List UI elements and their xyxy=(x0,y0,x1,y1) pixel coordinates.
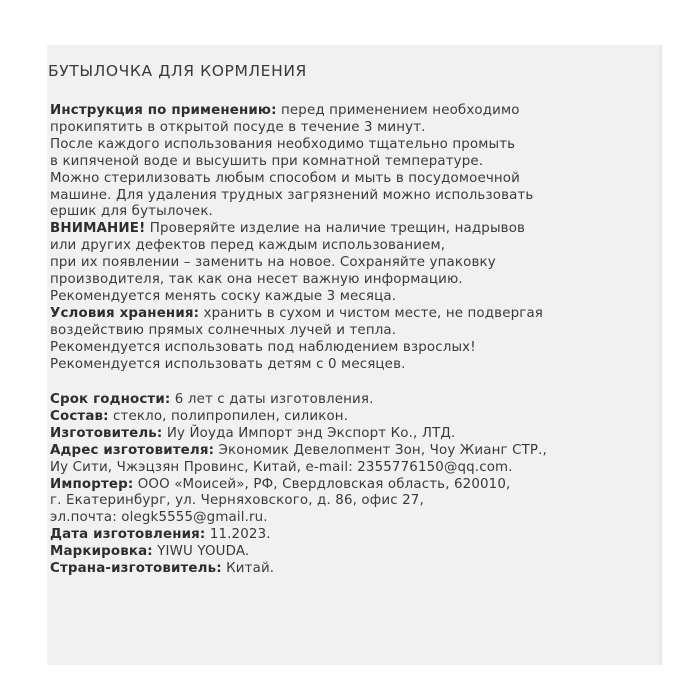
instruction-label: Инструкция по применению: xyxy=(50,103,277,118)
importer-line: г. Екатеринбург, ул. Черняховского, д. 86, офис 27, xyxy=(50,493,424,509)
importer-line xyxy=(50,477,547,494)
importer-value: ООО «Моисей», РФ, Свердловская область, 620010, xyxy=(133,476,511,492)
warning-line: или других дефектов перед каждым использованием, xyxy=(50,238,446,254)
manufacturer-label: Изготовитель: xyxy=(50,425,163,441)
storage-line: Рекомендуется использовать детям с 0 месяцев. xyxy=(50,356,406,372)
composition-line xyxy=(50,409,547,426)
storage-label: Условия хранения: xyxy=(50,305,200,321)
details-block xyxy=(50,392,547,578)
warning-line: производителя, так как она несет важную информацию. xyxy=(50,272,463,288)
importer-email-line: эл.почта: olegk5555@gmail.ru. xyxy=(50,510,268,526)
country-label: Страна-изготовитель: xyxy=(50,561,222,577)
marking-line xyxy=(50,544,547,561)
storage-line xyxy=(50,306,543,323)
shelf-life-line xyxy=(50,392,547,409)
country-line xyxy=(50,561,547,578)
manufacturer-address-label: Адрес изготовителя: xyxy=(50,442,215,458)
marking-label: Маркировка: xyxy=(50,544,153,560)
warning-label: ВНИМАНИЕ! xyxy=(50,221,146,237)
composition-value: стекло, полипропилен, силикон. xyxy=(108,408,349,424)
manufacturer-address-line: Иу Сити, Чжэцзян Провинс, Китай, e-mail: 2355776150@qq.com. xyxy=(50,459,513,475)
manufacturer-line xyxy=(50,426,547,443)
manufacture-date-line xyxy=(50,527,547,544)
shelf-life-value: 6 лет с даты изготовления. xyxy=(170,392,374,407)
manufacture-date-label: Дата изготовления: xyxy=(50,527,206,543)
instructions-block xyxy=(50,103,543,374)
warning-text: Проверяйте изделие на наличие трещин, надрывов xyxy=(145,221,526,237)
manufacturer-address-line xyxy=(50,443,547,460)
composition-label: Состав: xyxy=(50,408,109,424)
instruction-line: ершик для бутылочек. xyxy=(50,204,213,220)
warning-line: Рекомендуется менять соску каждые 3 месяца. xyxy=(50,288,397,304)
country-value: Китай. xyxy=(221,561,275,577)
product-title: БУТЫЛОЧКА ДЛЯ КОРМЛЕНИЯ xyxy=(48,62,307,80)
instruction-text: перед применением необходимо xyxy=(276,103,520,118)
manufacture-date-value: 11.2023. xyxy=(205,527,271,543)
instruction-line xyxy=(50,103,543,120)
warning-line xyxy=(50,221,543,238)
instruction-line: После каждого использования необходимо тщательно промыть xyxy=(50,136,516,152)
importer-label: Импортер: xyxy=(50,476,134,492)
warning-line: при их появлении – заменить на новое. Сохраняйте упаковку xyxy=(50,255,496,271)
instruction-line: в кипяченой воде и высушить при комнатной температуре. xyxy=(50,153,484,169)
manufacturer-value: Иу Йоуда Импорт энд Экспорт Ко., ЛТД. xyxy=(162,425,456,441)
instruction-line: машине. Для удаления трудных загрязнений можно использовать xyxy=(50,187,534,203)
storage-line: Рекомендуется использовать под наблюдением взрослых! xyxy=(50,339,476,355)
manufacturer-address-value: Экономик Девелопмент Зон, Чоу Жианг СТР., xyxy=(214,442,547,458)
marking-value: YIWU YOUDA. xyxy=(152,544,250,560)
storage-text: хранить в сухом и чистом месте, не подвергая xyxy=(199,305,544,321)
instruction-line: прокипятить в открытой посуде в течение 3 минут. xyxy=(50,119,426,135)
instruction-line: Можно стерилизовать любым способом и мыть в посудомоечной xyxy=(50,170,520,186)
storage-line: воздействию прямых солнечных лучей и тепла. xyxy=(50,322,397,338)
shelf-life-label: Срок годности: xyxy=(50,392,171,407)
